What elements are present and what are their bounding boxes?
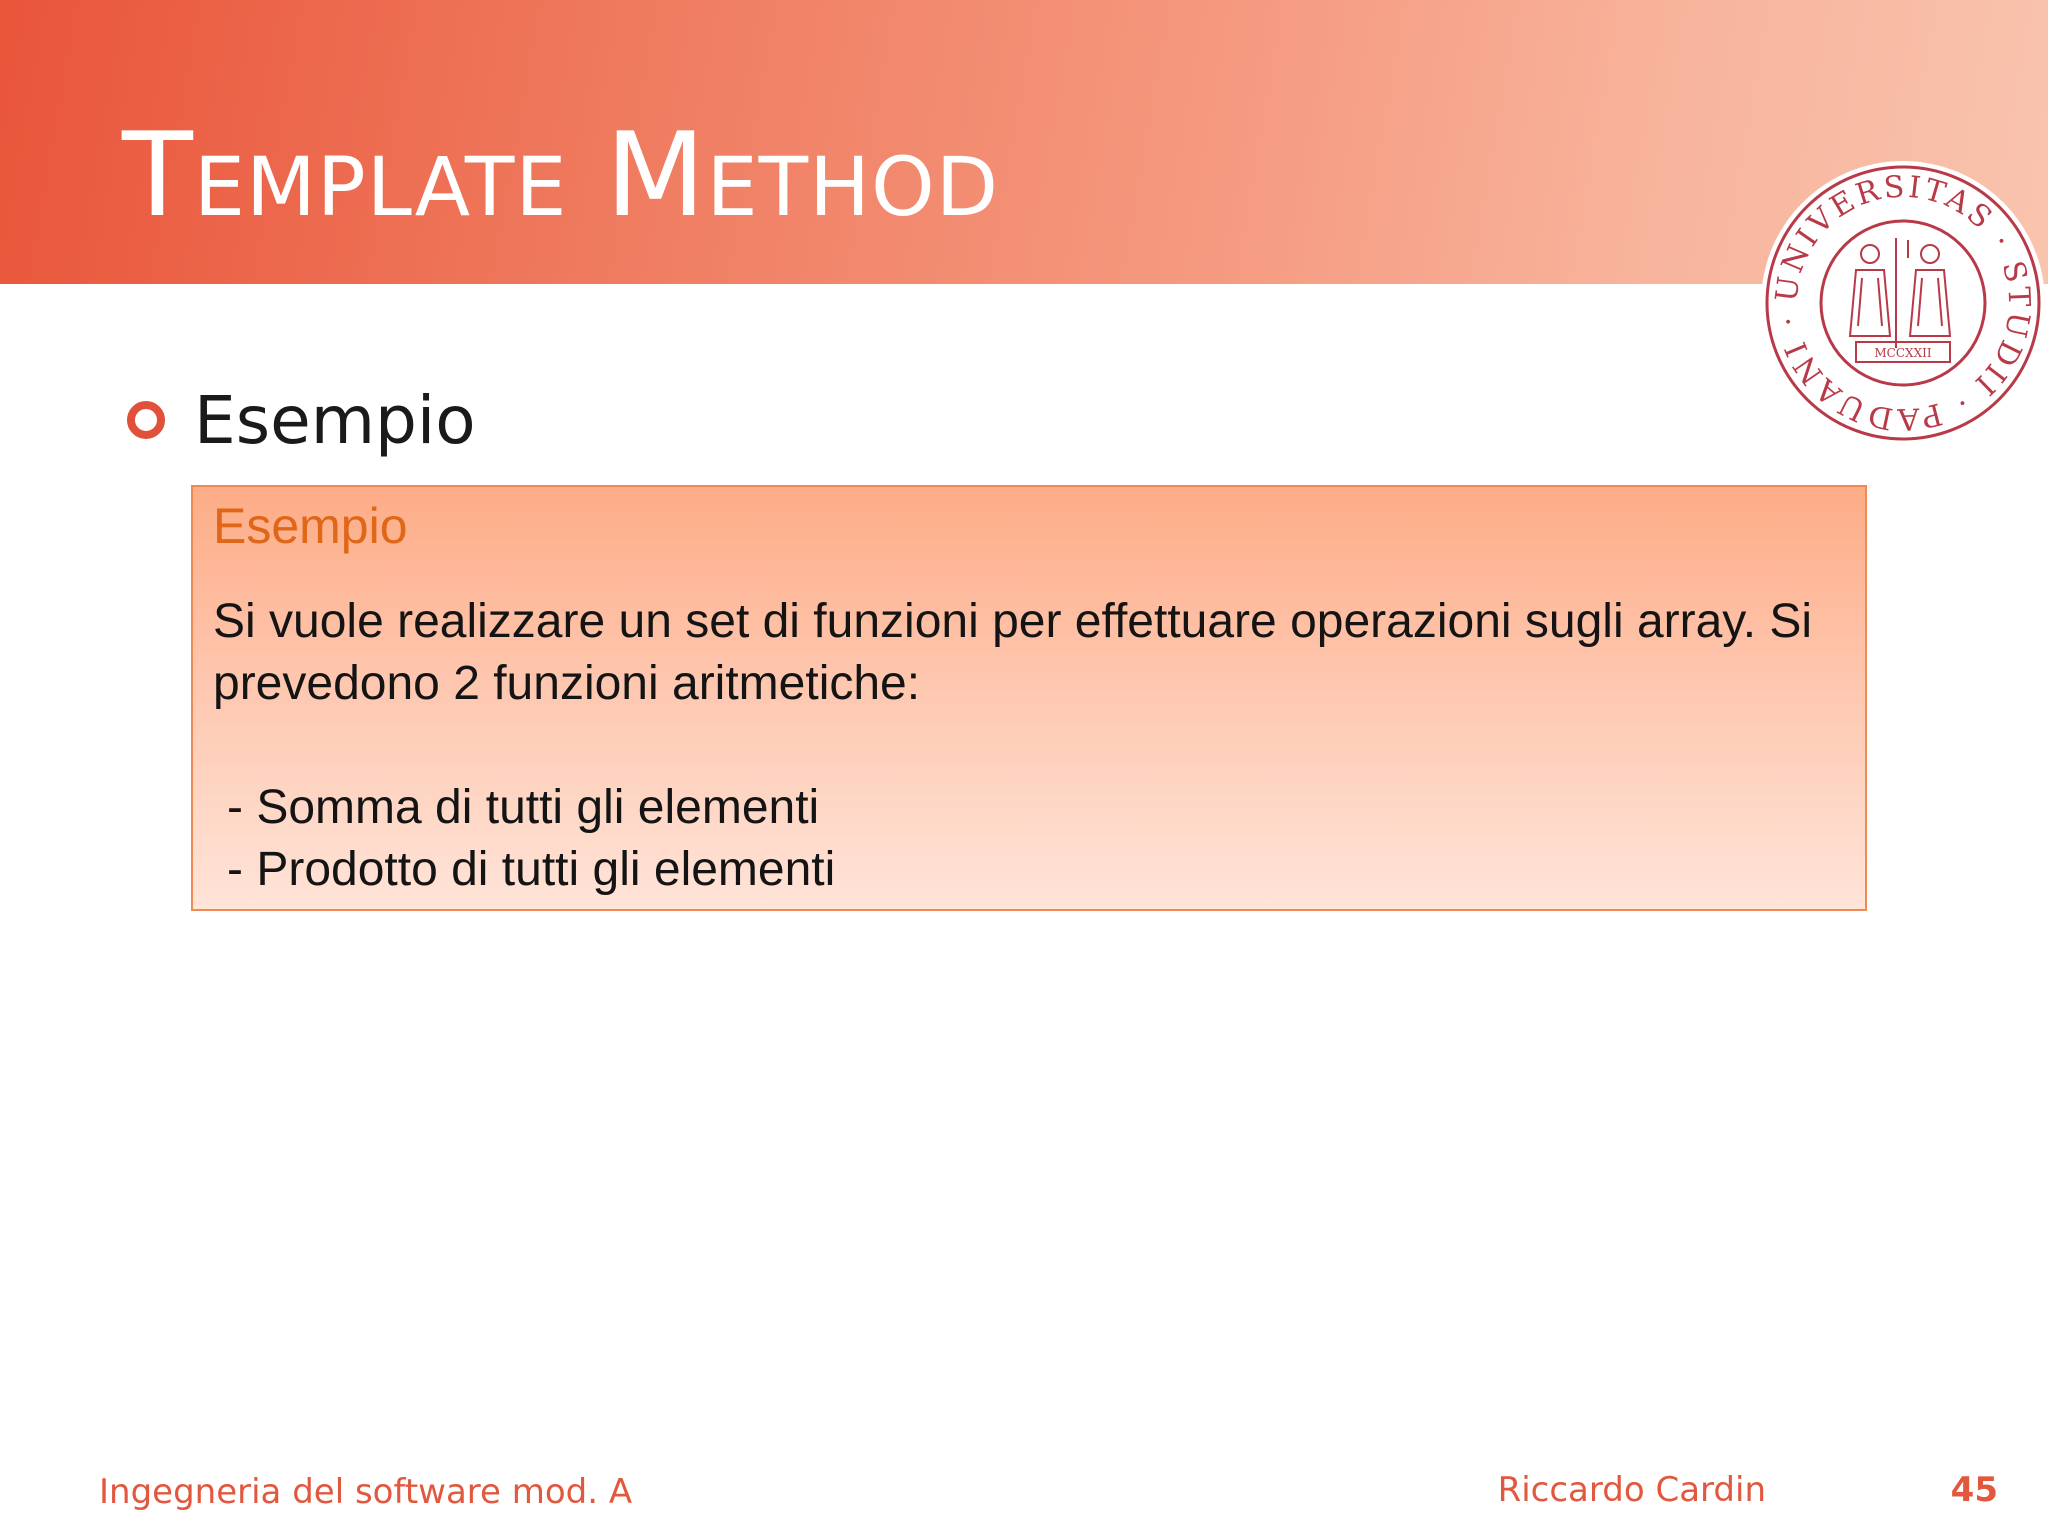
example-box-list	[227, 777, 835, 901]
slide-title: Template Method	[122, 108, 1000, 243]
bullet-label: Esempio	[194, 381, 476, 459]
list-item: - Prodotto di tutti gli elementi	[227, 843, 836, 896]
seal-year: MCCXXII	[1874, 346, 1932, 360]
example-box-title: Esempio	[213, 498, 408, 554]
ring-bullet-icon	[126, 400, 166, 440]
svg-text:UNIVERSITAS · STUDII · PADUANI: UNIVERSITAS · STUDII · PADUANI ·	[1769, 169, 2037, 437]
bullet-item	[126, 372, 476, 468]
example-box	[191, 485, 1867, 911]
footer-author: Riccardo Cardin	[1497, 1470, 1766, 1510]
example-box-body: Si vuole realizzare un set di funzioni per effettuare operazioni sugli array. Si prevedono 2 funzioni aritmetiche:	[213, 595, 1813, 710]
page-number: 45	[1950, 1470, 1998, 1510]
footer-course: Ingegneria del software mod. A	[99, 1472, 633, 1512]
list-item: - Somma di tutti gli elementi	[227, 781, 820, 834]
university-seal-logo	[1758, 158, 2048, 448]
